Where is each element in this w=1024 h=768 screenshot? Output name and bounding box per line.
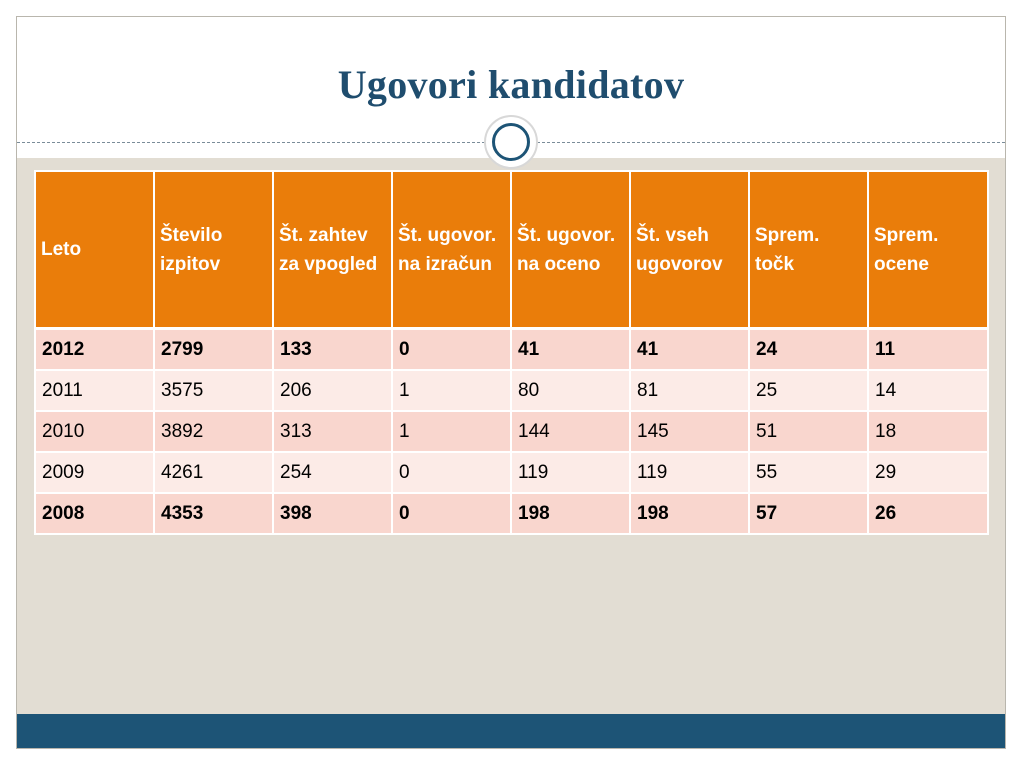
table-cell: 55 bbox=[749, 452, 868, 493]
table-cell: 81 bbox=[630, 370, 749, 411]
header-cell: Število izpitov bbox=[154, 171, 273, 329]
table-cell: 51 bbox=[749, 411, 868, 452]
table-cell: 18 bbox=[868, 411, 988, 452]
header-cell: Št. vseh ugovorov bbox=[630, 171, 749, 329]
table-cell: 254 bbox=[273, 452, 392, 493]
table-cell: 206 bbox=[273, 370, 392, 411]
table-row bbox=[35, 452, 988, 493]
table-cell: 145 bbox=[630, 411, 749, 452]
table-cell: 2008 bbox=[35, 493, 154, 534]
footer-bar bbox=[17, 714, 1005, 748]
ring-inner-circle bbox=[492, 123, 530, 161]
table-row bbox=[35, 411, 988, 452]
table-row bbox=[35, 329, 988, 371]
table-cell: 0 bbox=[392, 329, 511, 371]
slide bbox=[16, 16, 1006, 749]
table-cell: 2009 bbox=[35, 452, 154, 493]
header-cell: Št. zahtev za vpogled bbox=[273, 171, 392, 329]
table-cell: 11 bbox=[868, 329, 988, 371]
table-cell: 26 bbox=[868, 493, 988, 534]
table-cell: 41 bbox=[511, 329, 630, 371]
data-table bbox=[34, 170, 989, 535]
header-cell: Sprem. ocene bbox=[868, 171, 988, 329]
header-cell: Leto bbox=[35, 171, 154, 329]
slide-title: Ugovori kandidatov bbox=[337, 62, 685, 107]
table-cell: 133 bbox=[273, 329, 392, 371]
table-cell: 198 bbox=[511, 493, 630, 534]
table-cell: 4261 bbox=[154, 452, 273, 493]
table-header-row bbox=[35, 171, 988, 329]
table-cell: 1 bbox=[392, 411, 511, 452]
table-cell: 0 bbox=[392, 493, 511, 534]
table-cell: 24 bbox=[749, 329, 868, 371]
table-cell: 57 bbox=[749, 493, 868, 534]
table-cell: 25 bbox=[749, 370, 868, 411]
header-cell: Št. ugovor. na oceno bbox=[511, 171, 630, 329]
table-cell: 2010 bbox=[35, 411, 154, 452]
table-cell: 119 bbox=[630, 452, 749, 493]
data-table-container bbox=[34, 170, 987, 535]
table-cell: 29 bbox=[868, 452, 988, 493]
table-cell: 1 bbox=[392, 370, 511, 411]
ring-ornament-icon bbox=[484, 115, 538, 169]
table-cell: 2799 bbox=[154, 329, 273, 371]
table-cell: 313 bbox=[273, 411, 392, 452]
table-cell: 398 bbox=[273, 493, 392, 534]
table-cell: 2011 bbox=[35, 370, 154, 411]
table-cell: 2012 bbox=[35, 329, 154, 371]
table-row bbox=[35, 370, 988, 411]
table-cell: 80 bbox=[511, 370, 630, 411]
header-cell: Sprem. točk bbox=[749, 171, 868, 329]
table-cell: 3892 bbox=[154, 411, 273, 452]
header-cell: Št. ugovor. na izračun bbox=[392, 171, 511, 329]
table-row bbox=[35, 493, 988, 534]
table-cell: 0 bbox=[392, 452, 511, 493]
table-cell: 198 bbox=[630, 493, 749, 534]
table-cell: 144 bbox=[511, 411, 630, 452]
table-cell: 4353 bbox=[154, 493, 273, 534]
table-cell: 119 bbox=[511, 452, 630, 493]
table-cell: 3575 bbox=[154, 370, 273, 411]
table-cell: 14 bbox=[868, 370, 988, 411]
table-cell: 41 bbox=[630, 329, 749, 371]
